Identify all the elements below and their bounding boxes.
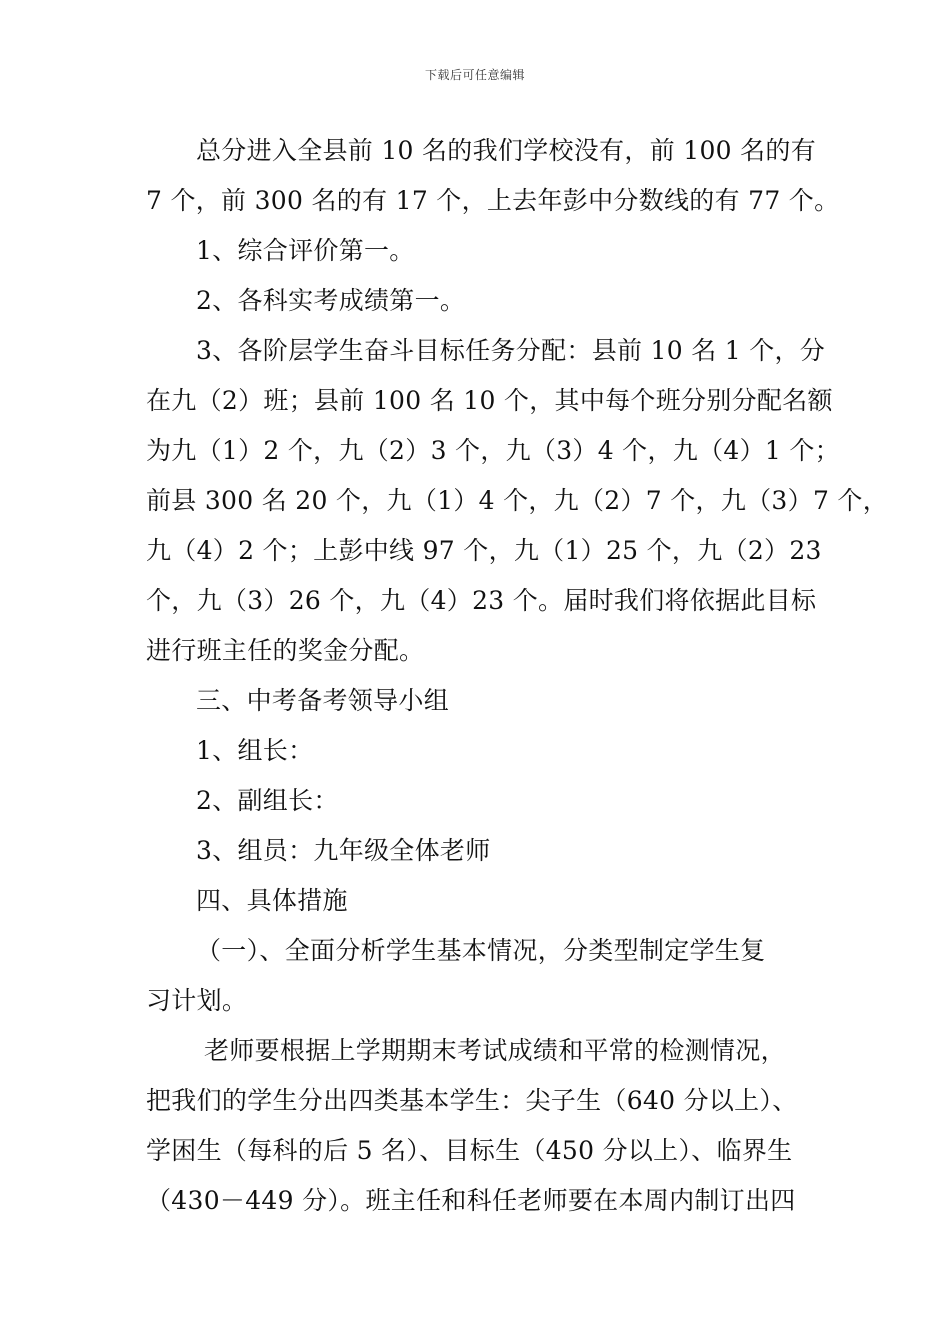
- paragraph-line: 学困生（每科的后 5 名）、目标生（450 分以上）、临界生: [146, 1136, 793, 1165]
- list-item: 1、组长：: [196, 736, 314, 765]
- paragraph-line: 个，九（3）26 个，九（4）23 个。届时我们将依据此目标: [146, 586, 817, 615]
- section-heading: 三、中考备考领导小组: [196, 686, 450, 715]
- paragraph-line: 7 个，前 300 名的有 17 个，上去年彭中分数线的有 77 个。: [146, 186, 840, 215]
- paragraph-line: 把我们的学生分出四类基本学生：尖子生（640 分以上）、: [146, 1086, 798, 1115]
- section-heading: 四、具体措施: [196, 886, 348, 915]
- page-header: 下载后可任意编辑: [424, 68, 525, 82]
- list-item: 1、综合评价第一。: [196, 236, 415, 265]
- paragraph-line: 进行班主任的奖金分配。: [146, 636, 425, 665]
- document-body: [146, 126, 888, 1226]
- paragraph-line: 总分进入全县前 10 名的我们学校没有，前 100 名的有: [196, 136, 817, 165]
- paragraph-line: 前县 300 名 20 个，九（1）4 个，九（2）7 个，九（3）7 个，: [146, 486, 888, 515]
- paragraph-line: 习计划。: [146, 986, 248, 1015]
- list-item: 3、组员：九年级全体老师: [196, 836, 491, 865]
- paragraph-line: 在九（2）班；县前 100 名 10 个，其中每个班分别分配名额: [146, 386, 833, 415]
- paragraph-line: 为九（1）2 个，九（2）3 个，九（3）4 个，九（4）1 个；: [146, 436, 840, 465]
- paragraph-line: 九（4）2 个；上彭中线 97 个，九（1）25 个，九（2）23: [146, 536, 822, 565]
- paragraph-line: （430－449 分）。班主任和科任老师要在本周内制订出四: [146, 1186, 796, 1215]
- paragraph-line: 老师要根据上学期期末考试成绩和平常的检测情况，: [204, 1036, 786, 1065]
- list-item: 2、各科实考成绩第一。: [196, 286, 466, 315]
- list-item: 2、副组长：: [196, 786, 339, 815]
- subsection-heading: （一）、全面分析学生基本情况，分类型制定学生复: [196, 936, 766, 965]
- list-item: 3、各阶层学生奋斗目标任务分配：县前 10 名 1 个，分: [196, 336, 826, 365]
